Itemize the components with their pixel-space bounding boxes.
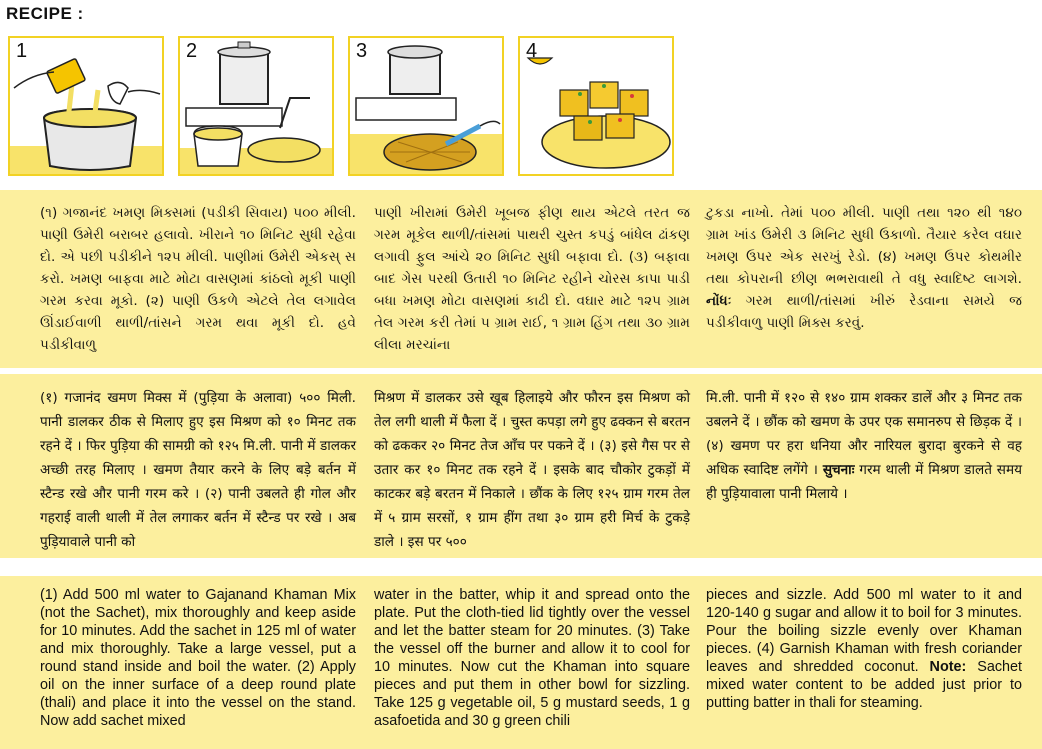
english-col-3 (706, 586, 1022, 712)
english-col-2: water in the batter, whip it and spread onto the plate. Put the cloth-tied lid tightly over the vessel and let the batter steam for 20 minutes. (3) Take the vessel off the burner and allow it to cool for 10 minutes. Now cut the Khaman into square pieces and put them in other bowl for sizzling. Take 125 g vegetable oil, 5 g mustard seeds, 1 g asafoetida and 30 g green chili (374, 587, 690, 729)
cutting-khaman-icon (350, 38, 502, 174)
gujarati-col-3 (706, 202, 1022, 334)
step-number: 3 (356, 40, 368, 62)
english-note: Sachet mixed water content to be added just prior to putting batter in thali for steaming. (706, 659, 1023, 711)
hindi-section (0, 374, 1042, 558)
step-1-panel (8, 36, 164, 176)
gujarati-section (0, 190, 1042, 368)
english-section (0, 576, 1042, 749)
hindi-col-2: मिश्रण में डालकर उसे खूब हिलाइये और फौरन इस मिश्रण को तेल लगी थाली में फैला दें । चुस्त कपड़ा लगे हुए ढक्कन से बरतन को ढककर २० मिनट तेज आँच पर पकने दें । (३) इसे गैस पर से उतार कर १० मिनट तक रहने दें । इसके बाद चौकोर टुकड़ों में काटकर बड़े बरतन में निकाले । छौंक के लिए १२५ ग्राम गरम तेल में ५ ग्राम सरसों, १ ग्राम हींग तथा ३० ग्राम हरी मिर्च के टुकड़े डाले । इस पर ५०० (374, 390, 690, 550)
gujarati-col-3-text: ટુકડા નાખો. તેમાં ૫૦૦ મીલી. પાણી તથા ૧૨૦ થી ૧૪૦ ગ્રામ ખાંડ ઉમેરી ૩ મિનિટ સુધી ઉકાળો. તૈયાર કરેલ વઘાર ખમણ ઉપર એક સરખું રેડો. (૪) ખમણ ઉપર કોથમીર તથા કોપરાની છીણ ભભરાવાથી તે વધુ સ્વાદિષ્ટ લાગશે. (706, 205, 1022, 287)
served-khaman-icon (520, 38, 672, 174)
recipe-title: RECIPE : (6, 4, 84, 23)
english-col-3-text: pieces and sizzle. Add 500 ml water to it and 120-140 g sugar and allow it to boil for 3 minutes. Pour the boiling sizzle evenly over Khaman pieces. (4) Garnish Khaman with fresh coriander leaves and shredded coconut. (706, 587, 1022, 675)
hindi-col-3-text: मि.ली. पानी में १२० से १४० ग्राम शक्कर डालें और ३ मिनट तक उबलने दें । छौंक को खमण के उपर एक समानरुप से छिड़क दें । (४) खमण पर हरा धनिया और नारियल बुरादा बुरकने से वह अधिक स्वादिष्ट लगेंगे । (706, 390, 1022, 478)
gujarati-col-2: પાણી ખીરામાં ઉમેરી ખૂબજ ફીણ થાય એટલે તરત જ ગરમ મૂકેલ થાળી/તાંસમાં પાથરી ચુસ્ત કપડું બાંધેલ ઢાંકણ લગાવી ફુલ આંચે ૨૦ મિનિટ સુધી બફાવા દો. (૩) બફાવા બાદ ગેસ પરથી ઉતારી ૧૦ મિનિટ રહીને ચોરસ કાપા પાડી બધા ખમણ મોટા વાસણમાં કાઢી દો. વઘાર માટે ૧૨૫ ગ્રામ તેલ ગરમ કરી તેમાં ૫ ગ્રામ રાઈ, ૧ ગ્રામ હિંગ તથા ૩૦ ગ્રામ લીલા મરચાંના (374, 205, 690, 353)
hindi-note-label: सुचनाः (822, 462, 855, 478)
step-4-panel (518, 36, 674, 176)
english-col-1: (1) Add 500 ml water to Gajanand Khaman Mix (not the Sachet), mix thoroughly and keep aside for 10 minutes. Add the sachet in 125 ml of water and mix thoroughly. Take a large vessel, put a round stand inside and boil the water. (2) Apply oil on the inner surface of a deep round plate (thali) and place it into the vessel on the stand. Now add sachet mixed (40, 587, 356, 729)
english-note-label: Note: (929, 659, 967, 675)
gujarati-note: ગરમ થાળી/તાંસમાં ખીરું રેડવાના સમયે જ પડીકીવાળુ પાણી મિક્સ કરવું. (706, 293, 1022, 331)
gujarati-note-label: નોંધઃ (706, 293, 732, 309)
steaming-vessel-icon (180, 38, 332, 174)
step-2-panel (178, 36, 334, 176)
hindi-col-1: (१) गजानंद खमण मिक्स में (पुड़िया के अलावा) ५०० मिली. पानी डालकर ठीक से मिलाए हुए इस मिश्रण को १० मिनट तक रहने दें । फिर पुड़िया की सामग्री को १२५ मि.ली. पानी में डालकर अच्छी तरह मिलाए । खमण तैयार करने के लिए बड़े बर्तन में स्टैन्ड रखे और पानी गरम करे । (२) पानी उबलते ही गोल और गहराई वाली थाली में तेल लगाकर बर्तन में स्टैन्ड पर रखे । अब पुड़ियावाले पानी को (40, 390, 356, 550)
gujarati-col-1: (૧) ગજાનંદ ખમણ મિક્સમાં (પડીકી સિવાય) ૫૦૦ મીલી. પાણી ઉમેરી બરાબર હલાવો. ખીરાને ૧૦ મિનિટ સુધી રહેવા દો. એ પછી પડીકીને ૧૨૫ મીલી. પાણીમાં ઉમેરી એકસ્ સ કરો. ખમણ બાફવા માટે મોટા વાસણમાં કાંઠલો મૂકી પાણી ગરમ કરવા મૂકો. (૨) પાણી ઉકળે એટલે તેલ લગાવેલ ઊંડાઈવાળી થાળી/તાંસને ગરમ થવા મૂકી દો. હવે પડીકીવાળુ (40, 205, 356, 353)
pouring-mix-icon (10, 38, 162, 174)
hindi-note: गरम थाली में मिश्रण डालते समय ही पुड़ियावाला पानी मिलाये । (706, 462, 1022, 502)
step-number: 1 (16, 40, 28, 62)
hindi-col-3 (706, 386, 1022, 506)
step-number: 2 (186, 40, 198, 62)
step-3-panel (348, 36, 504, 176)
step-number: 4 (526, 40, 538, 62)
